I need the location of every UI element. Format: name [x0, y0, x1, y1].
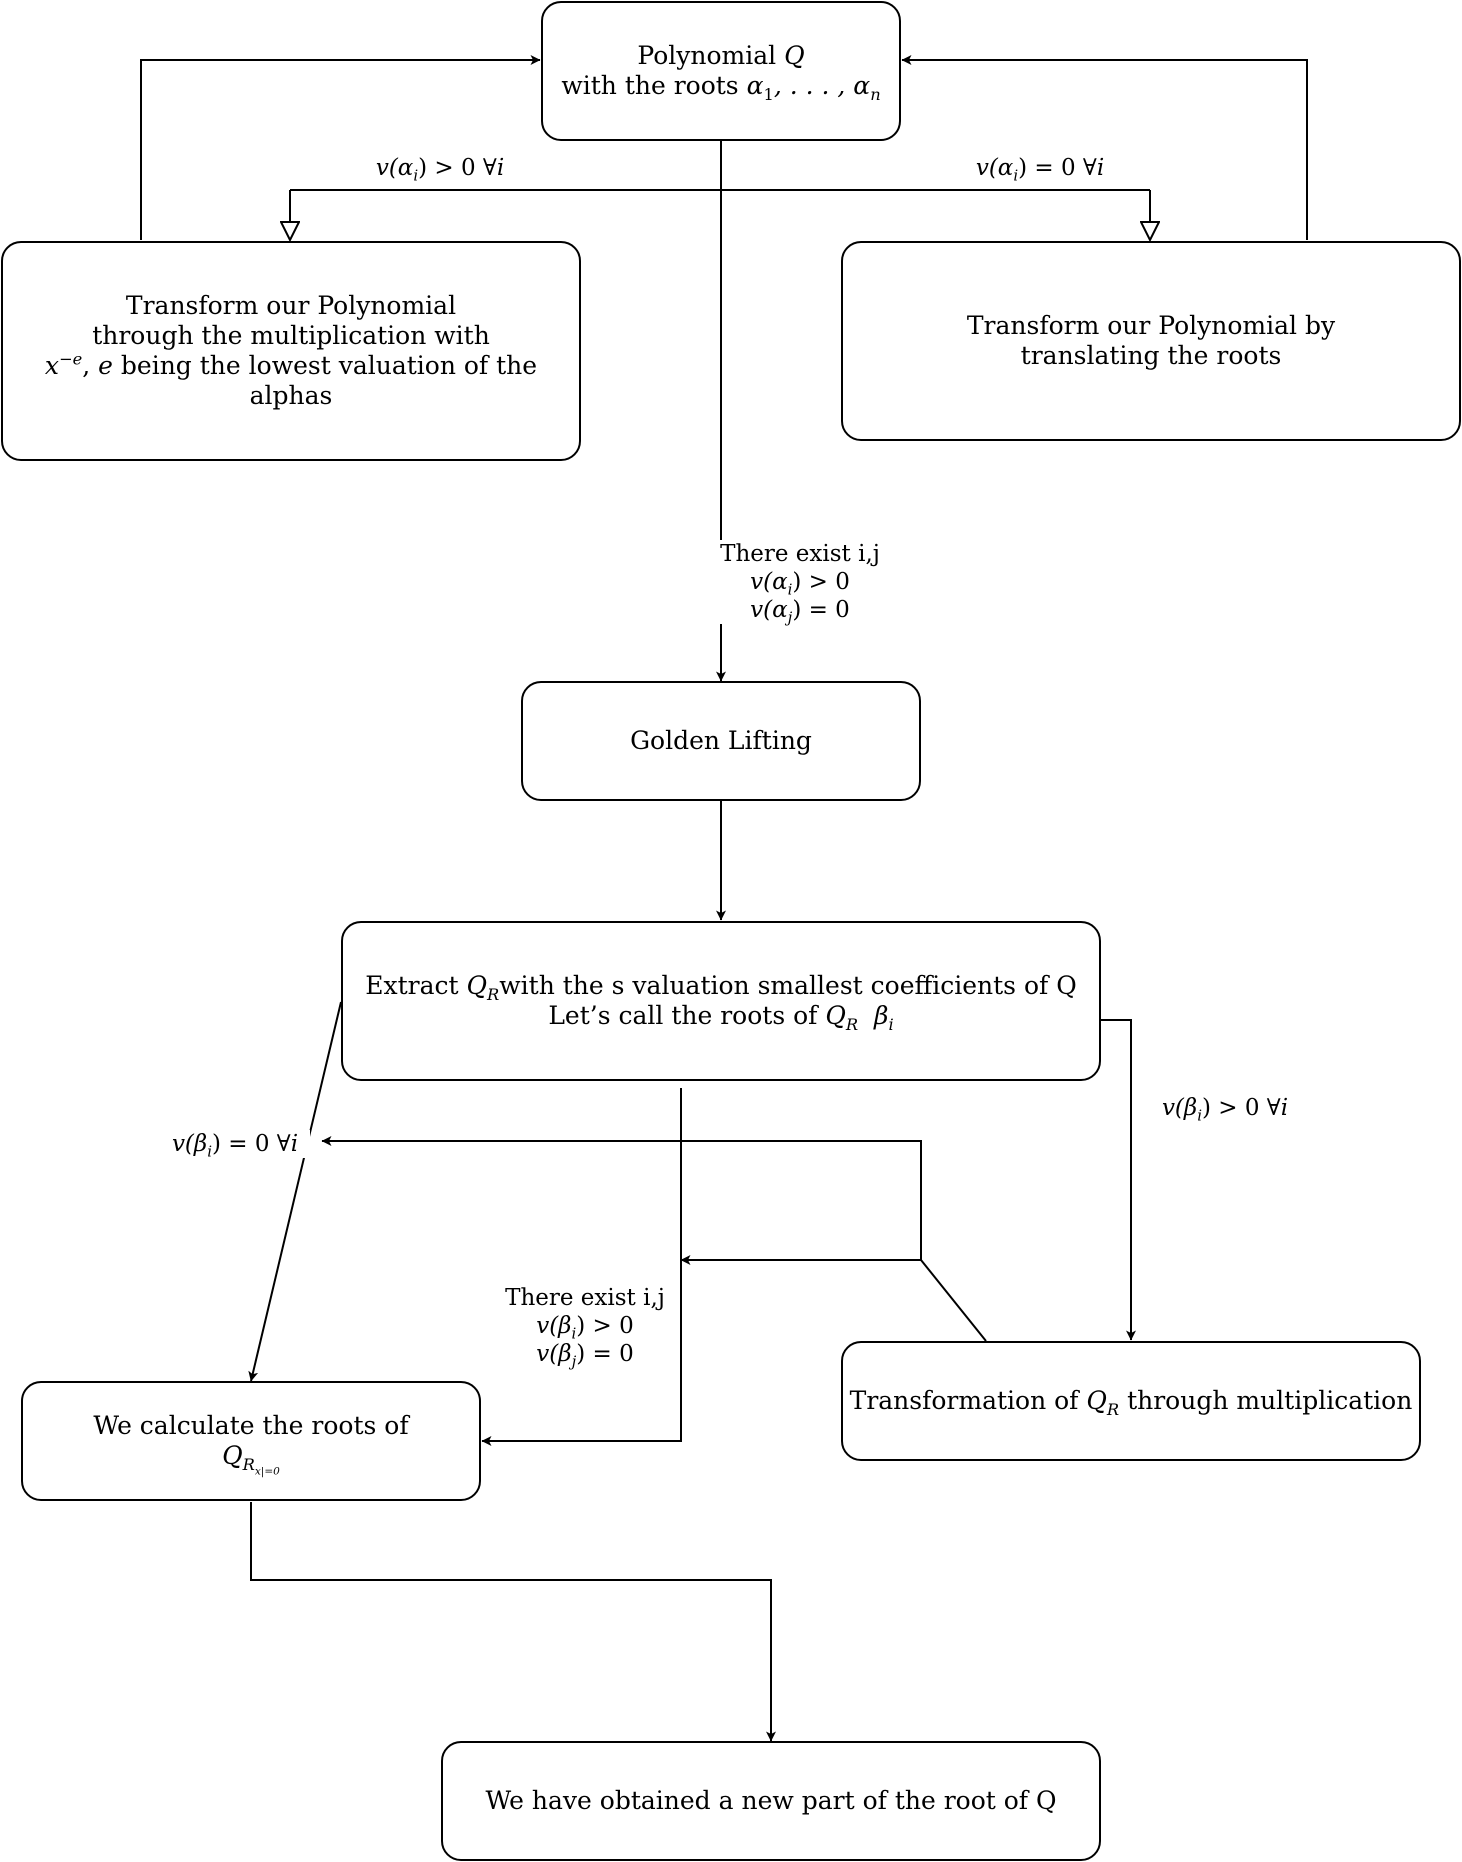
node-transform-qr — [841, 1341, 1421, 1461]
extract-q2: Q — [825, 1001, 846, 1030]
exist-alpha-l1: There exist i,j — [720, 541, 880, 567]
exist-beta-l3rest: ) = 0 — [576, 1341, 634, 1367]
extract-sub-r2: R — [845, 1015, 859, 1034]
poly-q-sub1: 1 — [763, 85, 774, 104]
left-transform-line2: through the multiplication with — [92, 321, 490, 350]
node-calc-roots — [21, 1381, 481, 1501]
beta-pos-i: i — [1197, 1106, 1202, 1125]
node-extract-qr — [341, 921, 1101, 1081]
extract-sub-r: R — [487, 985, 500, 1004]
alpha-zero-rest: ) = 0 ∀ — [1018, 155, 1097, 181]
beta-zero-i: i — [207, 1142, 212, 1161]
transform-qr-sub: R — [1106, 1400, 1120, 1419]
beta-pos-rest: ) > 0 ∀ — [1201, 1095, 1281, 1121]
transform-qr-b: through multiplication — [1119, 1386, 1413, 1415]
exist-beta-l3v: v(β — [536, 1341, 572, 1367]
left-transform-e: e — [98, 351, 113, 380]
left-transform-line3: being the lowest valuation of the alphas — [112, 351, 538, 410]
poly-q-var: Q — [784, 41, 805, 70]
beta-zero-v: v(β — [171, 1131, 208, 1157]
golden-lifting-label: Golden Lifting — [630, 726, 812, 755]
label-beta-zero — [160, 1130, 310, 1161]
exist-beta-l2i: i — [571, 1324, 577, 1343]
poly-q-line2: with the roots — [561, 71, 747, 100]
calc-roots-sub-r: R — [242, 1454, 255, 1474]
label-exist-beta — [500, 1284, 670, 1371]
left-transform-sep: , — [82, 351, 99, 380]
extract-q: Q — [466, 971, 488, 1000]
beta-zero-all: i — [290, 1131, 299, 1157]
transform-qr-a: Transformation of — [849, 1386, 1087, 1415]
poly-q-dots: , . . . , α — [773, 71, 871, 100]
exist-beta-l2v: v(β — [536, 1313, 572, 1339]
beta-pos-all: i — [1280, 1095, 1289, 1121]
alpha-zero-all: i — [1096, 155, 1105, 181]
edge-transform-back — [681, 1260, 986, 1341]
label-alpha-zero — [960, 154, 1120, 185]
left-transform-x: x — [44, 351, 60, 380]
calc-roots-q: Q — [222, 1440, 243, 1470]
extract-beta-i: i — [888, 1015, 894, 1034]
beta-zero-rest: ) = 0 ∀ — [211, 1131, 291, 1157]
edge-right-loop — [902, 60, 1307, 240]
edge-calc-final — [251, 1502, 771, 1741]
extract-l1b: with the s valuation smallest coefficients of Q — [499, 971, 1077, 1000]
right-transform-line1: Transform our Polynomial by — [966, 311, 1336, 340]
final-label: We have obtained a new part of the root of Q — [485, 1786, 1057, 1815]
alpha-zero-v: v(α — [975, 155, 1014, 181]
exist-beta-l3j: j — [571, 1352, 577, 1371]
exist-alpha-l2v: v(α — [750, 569, 788, 595]
alpha-pos-v: v(α — [375, 155, 414, 181]
edge-extract-transform — [1101, 1020, 1131, 1340]
node-polynomial-q — [541, 1, 901, 141]
extract-l1a: Extract — [365, 971, 467, 1000]
right-transform-line2: translating the roots — [1020, 341, 1282, 370]
transform-qr-q: Q — [1086, 1386, 1107, 1415]
alpha-pos-i: i — [413, 166, 419, 185]
exist-beta-l1: There exist i,j — [505, 1285, 665, 1311]
edge-transform-back-upper — [322, 1141, 921, 1260]
poly-q-alpha: α — [746, 71, 764, 100]
label-alpha-positive — [360, 154, 520, 185]
exist-alpha-l3rest: ) = 0 — [792, 597, 850, 623]
exist-alpha-l3v: v(α — [750, 597, 788, 623]
exist-alpha-l2rest: ) > 0 — [792, 569, 850, 595]
label-beta-positive — [1150, 1094, 1300, 1125]
poly-q-line1: Polynomial — [637, 41, 785, 70]
exist-alpha-l2i: i — [787, 580, 793, 599]
left-transform-line1: Transform our Polynomial — [125, 291, 457, 320]
calc-roots-line1: We calculate the roots of — [93, 1410, 409, 1440]
alpha-pos-all: i — [496, 155, 505, 181]
exist-alpha-l3j: j — [787, 608, 793, 627]
label-exist-alpha — [720, 540, 880, 627]
node-final — [441, 1741, 1101, 1861]
extract-beta: β — [874, 1001, 889, 1030]
extract-l2a: Let’s call the roots of — [548, 1001, 826, 1030]
edge-extract-calc — [251, 1002, 341, 1381]
node-golden-lifting — [521, 681, 921, 801]
node-left-transform — [1, 241, 581, 461]
calc-roots-subsub: x|=0 — [254, 1465, 280, 1478]
exist-beta-l2rest: ) > 0 — [576, 1313, 634, 1339]
edge-left-loop — [141, 60, 540, 240]
poly-q-subn: n — [870, 85, 881, 104]
beta-pos-v: v(β — [1161, 1095, 1198, 1121]
left-transform-exp: −e — [59, 349, 83, 369]
node-right-transform — [841, 241, 1461, 441]
alpha-zero-i: i — [1013, 166, 1019, 185]
alpha-pos-rest: ) > 0 ∀ — [418, 155, 497, 181]
